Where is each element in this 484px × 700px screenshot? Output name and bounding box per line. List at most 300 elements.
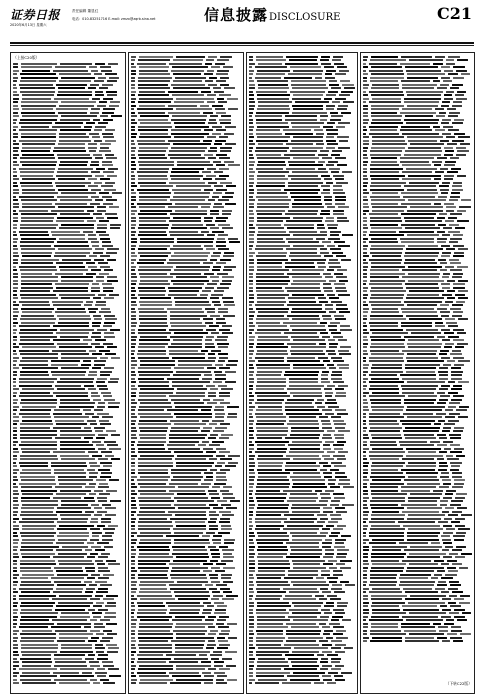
table-cell-text (435, 108, 444, 110)
table-cell-text (249, 154, 253, 156)
table-cell-text (131, 640, 136, 642)
table-cell-text (363, 448, 369, 450)
table-cell-text (249, 451, 252, 453)
table-cell-text (335, 539, 346, 541)
table-cell-text (22, 346, 57, 348)
table-cell-text (256, 168, 284, 170)
table-cell-text (363, 493, 368, 495)
table-cell-text (370, 154, 401, 156)
table-cell-text (442, 549, 450, 551)
table-cell-text (174, 539, 209, 541)
table-cell-text (332, 371, 342, 373)
table-cell-text (92, 535, 99, 537)
table-cell-text (54, 658, 82, 660)
table-cell-text (323, 360, 331, 362)
table-cell-text (209, 525, 218, 527)
table-cell-text (202, 612, 211, 614)
table-cell-text (402, 458, 434, 460)
table-cell-text (139, 626, 172, 628)
table-cell-text (89, 483, 96, 485)
table-cell-text (363, 199, 368, 201)
table-cell-text (363, 623, 368, 625)
table-cell-text (101, 553, 110, 555)
table-cell-text (19, 122, 52, 124)
table-cell-text (171, 469, 207, 471)
table-cell-text (249, 294, 254, 296)
table-cell-text (103, 665, 114, 667)
table-cell-text (21, 213, 57, 215)
table-cell-text (446, 210, 454, 212)
table-cell-text (363, 504, 367, 506)
table-cell-text (22, 357, 59, 359)
table-cell-text (363, 602, 369, 604)
table-cell-text (363, 595, 368, 597)
table-cell-text (51, 371, 86, 373)
table-cell-text (363, 455, 366, 457)
table-cell-text (322, 409, 332, 411)
table-cell-text (255, 682, 279, 684)
table-cell-text (441, 192, 448, 194)
table-cell-text (401, 469, 435, 471)
table-cell-text (209, 528, 218, 530)
table-cell-text (289, 301, 316, 303)
table-cell-text (249, 507, 254, 509)
table-cell-text (174, 332, 208, 334)
table-cell-text (171, 399, 200, 401)
table-cell-text (320, 252, 329, 254)
table-cell-text (401, 224, 436, 226)
table-cell-text (21, 308, 54, 310)
table-cell-text (446, 322, 457, 324)
table-cell-text (363, 567, 368, 569)
table-cell-text (131, 437, 137, 439)
table-cell-text (139, 168, 169, 170)
table-cell-text (218, 308, 228, 310)
table-cell-text (363, 633, 367, 635)
table-cell-text (325, 402, 336, 404)
table-cell-text (257, 175, 285, 177)
table-cell-text (140, 388, 174, 390)
table-cell-text (257, 329, 289, 331)
table-cell-text (371, 304, 404, 306)
table-cell-text (249, 476, 255, 478)
table-cell-text (288, 185, 318, 187)
table-cell-text (222, 514, 234, 516)
table-cell-text (341, 91, 353, 93)
table-cell-text (208, 640, 215, 642)
table-cell-text (401, 504, 437, 506)
table-cell-text (97, 385, 106, 387)
table-cell-text (258, 171, 290, 173)
table-cell-text (363, 528, 367, 530)
table-cell-text (209, 444, 220, 446)
table-cell-text (321, 378, 328, 380)
table-cell-text (204, 217, 213, 219)
table-cell-text (363, 126, 366, 128)
table-cell-text (249, 588, 253, 590)
table-cell-text (408, 476, 437, 478)
table-cell-text (56, 423, 87, 425)
table-cell-text (222, 332, 233, 334)
table-cell-text (137, 535, 163, 537)
table-cell-text (95, 581, 107, 583)
table-cell-text (370, 77, 404, 79)
table-cell-text (337, 364, 349, 366)
table-cell-text (284, 577, 313, 579)
table-cell-text (110, 227, 120, 229)
table-cell-text (249, 532, 254, 534)
table-cell-text (291, 346, 326, 348)
table-cell-text (171, 227, 208, 229)
table-cell-text (83, 360, 91, 362)
table-cell-text (249, 423, 253, 425)
table-cell-text (207, 234, 215, 236)
table-cell-text (22, 539, 55, 541)
table-cell-text (457, 220, 469, 222)
table-cell-text (210, 630, 218, 632)
table-cell-text (203, 112, 213, 114)
table-cell-text (371, 507, 405, 509)
table-cell-text (169, 182, 204, 184)
table-cell-text (219, 451, 230, 453)
table-cell-text (371, 147, 405, 149)
table-cell-text (371, 616, 399, 618)
table-cell-text (322, 644, 332, 646)
table-cell-text (290, 91, 325, 93)
table-cell-text (371, 465, 402, 467)
table-cell-text (437, 241, 446, 243)
table-cell-text (131, 633, 135, 635)
table-cell-text (131, 682, 136, 684)
table-cell-text (292, 112, 328, 114)
table-cell-text (249, 304, 252, 306)
table-cell-text (51, 210, 84, 212)
table-cell-text (89, 476, 97, 478)
table-cell-text (400, 238, 434, 240)
table-cell-text (138, 451, 171, 453)
table-cell-text (57, 535, 89, 537)
table-cell-text (13, 486, 18, 488)
table-cell-text (453, 66, 465, 68)
table-cell-text (249, 574, 253, 576)
table-cell-text (327, 224, 337, 226)
table-cell-text (371, 371, 403, 373)
table-cell-text (203, 609, 212, 611)
table-cell-text (168, 105, 197, 107)
table-cell-text (100, 147, 110, 149)
table-cell-text (95, 647, 104, 649)
table-cell-text (371, 199, 405, 201)
table-cell-text (363, 378, 368, 380)
table-cell-text (221, 525, 230, 527)
table-cell-text (131, 217, 136, 219)
table-cell-text (256, 574, 285, 576)
table-cell-text (55, 311, 86, 313)
table-cell-text (216, 262, 226, 264)
table-cell-text (98, 556, 108, 558)
table-cell-text (216, 679, 223, 681)
table-cell-text (55, 630, 88, 632)
table-cell-text (370, 444, 398, 446)
table-cell-text (100, 640, 109, 642)
table-cell-text (249, 514, 253, 516)
table-cell-text (285, 287, 320, 289)
table-cell-text (249, 325, 255, 327)
table-cell-text (256, 654, 282, 656)
table-cell-text (324, 178, 332, 180)
table-cell-text (138, 378, 164, 380)
table-cell-text (450, 308, 462, 310)
table-cell-text (331, 647, 341, 649)
table-cell-text (131, 651, 136, 653)
table-cell-text (432, 161, 442, 163)
table-cell-text (224, 161, 234, 163)
table-cell-text (452, 105, 463, 107)
table-cell-text (440, 189, 449, 191)
table-cell-text (90, 112, 99, 114)
table-cell-text (139, 339, 169, 341)
table-cell-text (53, 304, 81, 306)
table-cell-text (21, 507, 55, 509)
table-cell-text (332, 150, 341, 152)
table-cell-text (371, 623, 398, 625)
table-cell-text (19, 483, 56, 485)
table-cell-text (97, 329, 106, 331)
table-cell-text (408, 266, 442, 268)
table-cell-text (105, 514, 116, 516)
table-cell-text (326, 136, 335, 138)
table-cell-text (371, 339, 405, 341)
table-cell-text (444, 70, 453, 72)
table-cell-text (363, 497, 369, 499)
table-cell-text (102, 133, 113, 135)
table-cell-text (340, 346, 351, 348)
table-cell-text (61, 101, 96, 103)
table-cell-text (255, 66, 287, 68)
table-cell-text (13, 493, 19, 495)
table-cell-text (138, 175, 167, 177)
table-cell-text (456, 147, 466, 149)
table-cell-text (286, 623, 315, 625)
table-cell-text (249, 437, 254, 439)
table-cell-text (60, 336, 88, 338)
table-cell-text (131, 420, 136, 422)
table-cell-text (13, 476, 17, 478)
table-cell-text (249, 245, 253, 247)
table-cell-text (369, 521, 395, 523)
table-cell-text (326, 129, 338, 131)
table-cell-text (13, 238, 18, 240)
table-cell-text (291, 430, 324, 432)
table-cell-text (55, 385, 81, 387)
table-cell-text (258, 553, 287, 555)
table-cell-text (321, 175, 330, 177)
table-cell-text (258, 101, 292, 103)
table-cell-text (204, 220, 212, 222)
table-cell-text (450, 269, 462, 271)
table-cell-text (22, 420, 52, 422)
table-cell-text (217, 70, 229, 72)
table-cell-text (404, 217, 434, 219)
table-cell-text (439, 399, 448, 401)
table-cell-text (258, 567, 291, 569)
table-cell-text (22, 367, 58, 369)
table-cell-text (370, 630, 401, 632)
table-cell-text (140, 336, 167, 338)
table-cell-text (96, 444, 104, 446)
table-cell-text (314, 129, 323, 131)
table-cell-text (453, 311, 463, 313)
table-cell-text (372, 479, 401, 481)
table-cell-text (140, 486, 176, 488)
table-cell-text (140, 581, 174, 583)
table-cell-text (22, 672, 50, 674)
table-cell-text (333, 420, 344, 422)
table-cell-text (51, 626, 81, 628)
table-cell-text (450, 213, 461, 215)
table-cell-text (256, 672, 290, 674)
table-cell-text (97, 224, 107, 226)
table-cell-text (337, 605, 347, 607)
table-cell-text (292, 560, 325, 562)
table-cell-text (208, 357, 216, 359)
table-cell-text (139, 318, 167, 320)
table-cell-text (91, 241, 99, 243)
table-cell-text (363, 304, 368, 306)
table-cell-text (409, 553, 445, 555)
table-cell-text (372, 192, 399, 194)
table-cell-text (330, 322, 340, 324)
table-cell-text (220, 490, 230, 492)
table-cell-text (292, 147, 323, 149)
table-cell-text (256, 609, 286, 611)
table-cell-text (140, 241, 175, 243)
table-cell-text (369, 357, 403, 359)
table-cell-text (363, 276, 367, 278)
table-cell-text (104, 297, 114, 299)
table-cell-text (287, 227, 314, 229)
table-cell-text (440, 476, 449, 478)
table-cell-text (13, 91, 17, 93)
table-cell-text (256, 133, 282, 135)
table-cell-text (333, 455, 344, 457)
table-cell-text (369, 91, 402, 93)
table-cell-text (60, 269, 88, 271)
table-cell-text (257, 483, 290, 485)
table-cell-text (335, 287, 347, 289)
table-cell-text (89, 661, 99, 663)
table-cell-text (363, 479, 369, 481)
table-cell-text (256, 283, 289, 285)
table-cell-text (84, 626, 91, 628)
table-cell-text (435, 129, 444, 131)
table-cell-text (441, 591, 448, 593)
table-cell-text (292, 308, 323, 310)
table-cell-text (58, 91, 92, 93)
table-cell-text (131, 199, 136, 201)
table-cell-text (285, 406, 314, 408)
table-cell-text (401, 623, 430, 625)
table-cell-text (52, 350, 86, 352)
table-cell-text (20, 161, 57, 163)
table-cell-text (409, 612, 446, 614)
table-cell-text (21, 252, 52, 254)
table-cell-text (257, 94, 290, 96)
table-cell-text (258, 231, 286, 233)
table-cell-text (55, 203, 87, 205)
table-cell-text (98, 77, 107, 79)
table-cell-text (100, 462, 112, 464)
table-cell-text (131, 465, 135, 467)
table-cell-text (176, 266, 210, 268)
table-cell-text (13, 255, 19, 257)
table-cell-text (400, 444, 434, 446)
table-cell-text (404, 185, 437, 187)
table-cell-text (370, 350, 400, 352)
table-cell-text (19, 350, 49, 352)
fund-list-table-4 (361, 55, 474, 695)
table-cell-text (222, 280, 232, 282)
table-cell-text (448, 392, 458, 394)
table-cell-text (131, 168, 136, 170)
table-cell-text (363, 637, 369, 639)
table-cell-text (103, 343, 112, 345)
table-cell-text (59, 483, 85, 485)
table-cell-text (286, 238, 313, 240)
table-cell-text (332, 252, 343, 254)
table-cell-text (334, 273, 344, 275)
table-cell-text (320, 493, 330, 495)
table-cell-text (90, 598, 100, 600)
table-cell-text (249, 259, 254, 261)
table-cell-text (140, 437, 166, 439)
table-cell-text (249, 623, 254, 625)
table-cell-text (285, 63, 318, 65)
table-cell-text (331, 154, 340, 156)
table-cell-text (139, 266, 174, 268)
table-cell-text (220, 77, 229, 79)
table-cell-text (399, 231, 434, 233)
table-cell-text (103, 119, 114, 121)
table-cell-text (323, 318, 332, 320)
table-cell-text (58, 602, 93, 604)
table-cell-text (13, 206, 19, 208)
table-cell-text (13, 304, 19, 306)
table-cell-text (140, 185, 174, 187)
table-cell-text (57, 154, 90, 156)
table-cell-text (256, 196, 288, 198)
table-cell-text (93, 616, 102, 618)
table-cell-text (20, 560, 55, 562)
table-cell-text (215, 609, 226, 611)
table-cell-text (55, 486, 82, 488)
table-cell-text (285, 119, 316, 121)
table-cell-text (21, 546, 58, 548)
table-cell-text (406, 371, 436, 373)
table-cell-text (168, 294, 197, 296)
table-cell-text (101, 451, 112, 453)
table-cell-text (213, 266, 221, 268)
table-cell-text (369, 101, 401, 103)
table-cell-text (407, 567, 444, 569)
table-cell-text (257, 136, 291, 138)
table-cell-text (286, 455, 319, 457)
table-cell-text (363, 374, 366, 376)
table-cell-text (212, 556, 221, 558)
table-cell-text (363, 224, 367, 226)
table-cell-text (255, 248, 283, 250)
table-cell-text (213, 87, 221, 89)
